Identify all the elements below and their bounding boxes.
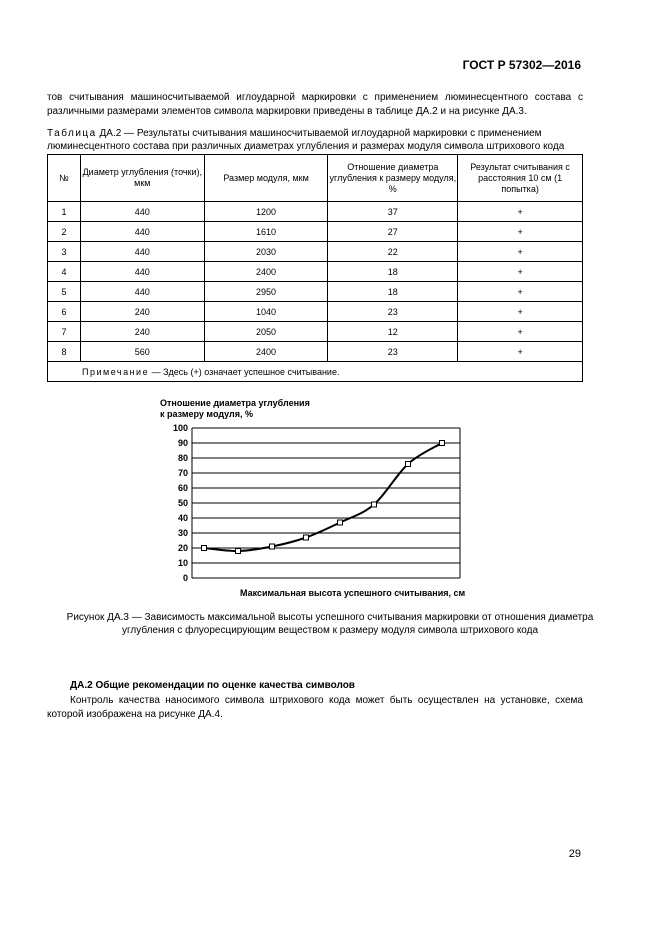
table-caption-text: ДА.2 — Результаты считывания машиносчитываемой иглоударной маркировки с применением люминесцентного состава при различных диаметрах углубления и размерах модуля символа штрихового кода (47, 128, 565, 152)
table-row (48, 242, 583, 262)
cell-module-size: 2050 (204, 322, 328, 342)
cell-diameter: 240 (80, 322, 204, 342)
y-tick-label: 20 (177, 543, 188, 553)
table-note (48, 362, 583, 382)
y-tick-label: 70 (177, 468, 188, 478)
y-tick-label: 40 (177, 513, 188, 523)
table-row (48, 262, 583, 282)
table-row (48, 302, 583, 322)
data-point (270, 544, 275, 549)
y-tick-label: 90 (177, 438, 188, 448)
table-row (48, 342, 583, 362)
cell-diameter: 240 (80, 302, 204, 322)
cell-number: 2 (48, 222, 81, 242)
cell-result: + (458, 322, 583, 342)
cell-result: + (458, 222, 583, 242)
cell-number: 5 (48, 282, 81, 302)
data-point (338, 520, 343, 525)
cell-diameter: 440 (80, 282, 204, 302)
cell-ratio: 18 (328, 282, 458, 302)
cell-module-size: 1200 (204, 202, 328, 222)
table-note-label: Примечание (82, 366, 150, 377)
section-heading: ДА.2 Общие рекомендации по оценке качества символов (70, 680, 355, 691)
cell-result: + (458, 262, 583, 282)
ratio-height-chart (160, 393, 480, 603)
y-tick-label: 30 (177, 528, 188, 538)
cell-number: 6 (48, 302, 81, 322)
cell-number: 1 (48, 202, 81, 222)
x-axis-label: Максимальная высота успешного считывания, см (240, 588, 466, 598)
results-table (47, 154, 583, 382)
table-row (48, 282, 583, 302)
cell-number: 3 (48, 242, 81, 262)
y-tick-label: 100 (172, 423, 188, 433)
cell-result: + (458, 282, 583, 302)
table-row (48, 222, 583, 242)
table-row (48, 202, 583, 222)
cell-diameter: 440 (80, 222, 204, 242)
cell-module-size: 1610 (204, 222, 328, 242)
table-note-row (48, 362, 583, 382)
cell-ratio: 22 (328, 242, 458, 262)
data-point (440, 441, 445, 446)
cell-ratio: 27 (328, 222, 458, 242)
cell-ratio: 12 (328, 322, 458, 342)
header-module-size: Размер модуля, мкм (204, 155, 328, 202)
cell-module-size: 1040 (204, 302, 328, 322)
table-note-text: — Здесь (+) означает успешное считывание. (151, 366, 340, 377)
cell-ratio: 37 (328, 202, 458, 222)
y-tick-label: 0 (182, 573, 188, 583)
y-tick-label: 60 (177, 483, 188, 493)
data-point (372, 502, 377, 507)
table-caption-label: Таблица (47, 128, 97, 139)
cell-result: + (458, 202, 583, 222)
cell-number: 7 (48, 322, 81, 342)
cell-module-size: 2030 (204, 242, 328, 262)
data-point (202, 546, 207, 551)
cell-module-size: 2400 (204, 262, 328, 282)
cell-module-size: 2950 (204, 282, 328, 302)
header-ratio: Отношение диаметра углубления к размеру модуля, % (328, 155, 458, 202)
y-tick-label: 80 (177, 453, 188, 463)
y-tick-label: 10 (177, 558, 188, 568)
data-point (406, 462, 411, 467)
cell-diameter: 560 (80, 342, 204, 362)
y-axis-label-line2: к размеру модуля, % (160, 409, 254, 419)
cell-number: 8 (48, 342, 81, 362)
table-caption (47, 127, 583, 153)
cell-diameter: 440 (80, 202, 204, 222)
cell-result: + (458, 242, 583, 262)
cell-result: + (458, 302, 583, 322)
table-row (48, 322, 583, 342)
cell-diameter: 440 (80, 262, 204, 282)
cell-result: + (458, 342, 583, 362)
y-axis-label-line1: Отношение диаметра углубления (160, 398, 310, 408)
cell-ratio: 23 (328, 302, 458, 322)
cell-module-size: 2400 (204, 342, 328, 362)
cell-number: 4 (48, 262, 81, 282)
header-diameter: Диаметр углубления (точки), мкм (80, 155, 204, 202)
intro-paragraph: тов считывания машиносчитываемой иглоударной маркировки с применением люминесцентного состава с различными размерами элементов символа маркировки приведены в таблице ДА.2 и на рисунке ДА.3. (47, 92, 583, 117)
figure-caption: Рисунок ДА.3 — Зависимость максимальной высоты успешного считывания маркировки от отношения диаметра углубления с флуоресцирующим веществом к размеру модуля символа штрихового кода (66, 612, 594, 636)
document-standard-header: ГОСТ Р 57302—2016 (462, 58, 581, 72)
data-point (236, 549, 241, 554)
y-tick-label: 50 (177, 498, 188, 508)
cell-ratio: 23 (328, 342, 458, 362)
cell-ratio: 18 (328, 262, 458, 282)
header-number: № (48, 155, 81, 202)
table-header-row (48, 155, 583, 202)
cell-diameter: 440 (80, 242, 204, 262)
series-line (204, 443, 442, 551)
header-result: Результат считывания с расстояния 10 см (1 попытка) (458, 155, 583, 202)
data-point (304, 535, 309, 540)
section-paragraph: Контроль качества наносимого символа штрихового кода может быть осуществлен на установке, схема которой изображена на рисунке ДА.4. (47, 695, 583, 720)
page-number: 29 (568, 848, 581, 860)
